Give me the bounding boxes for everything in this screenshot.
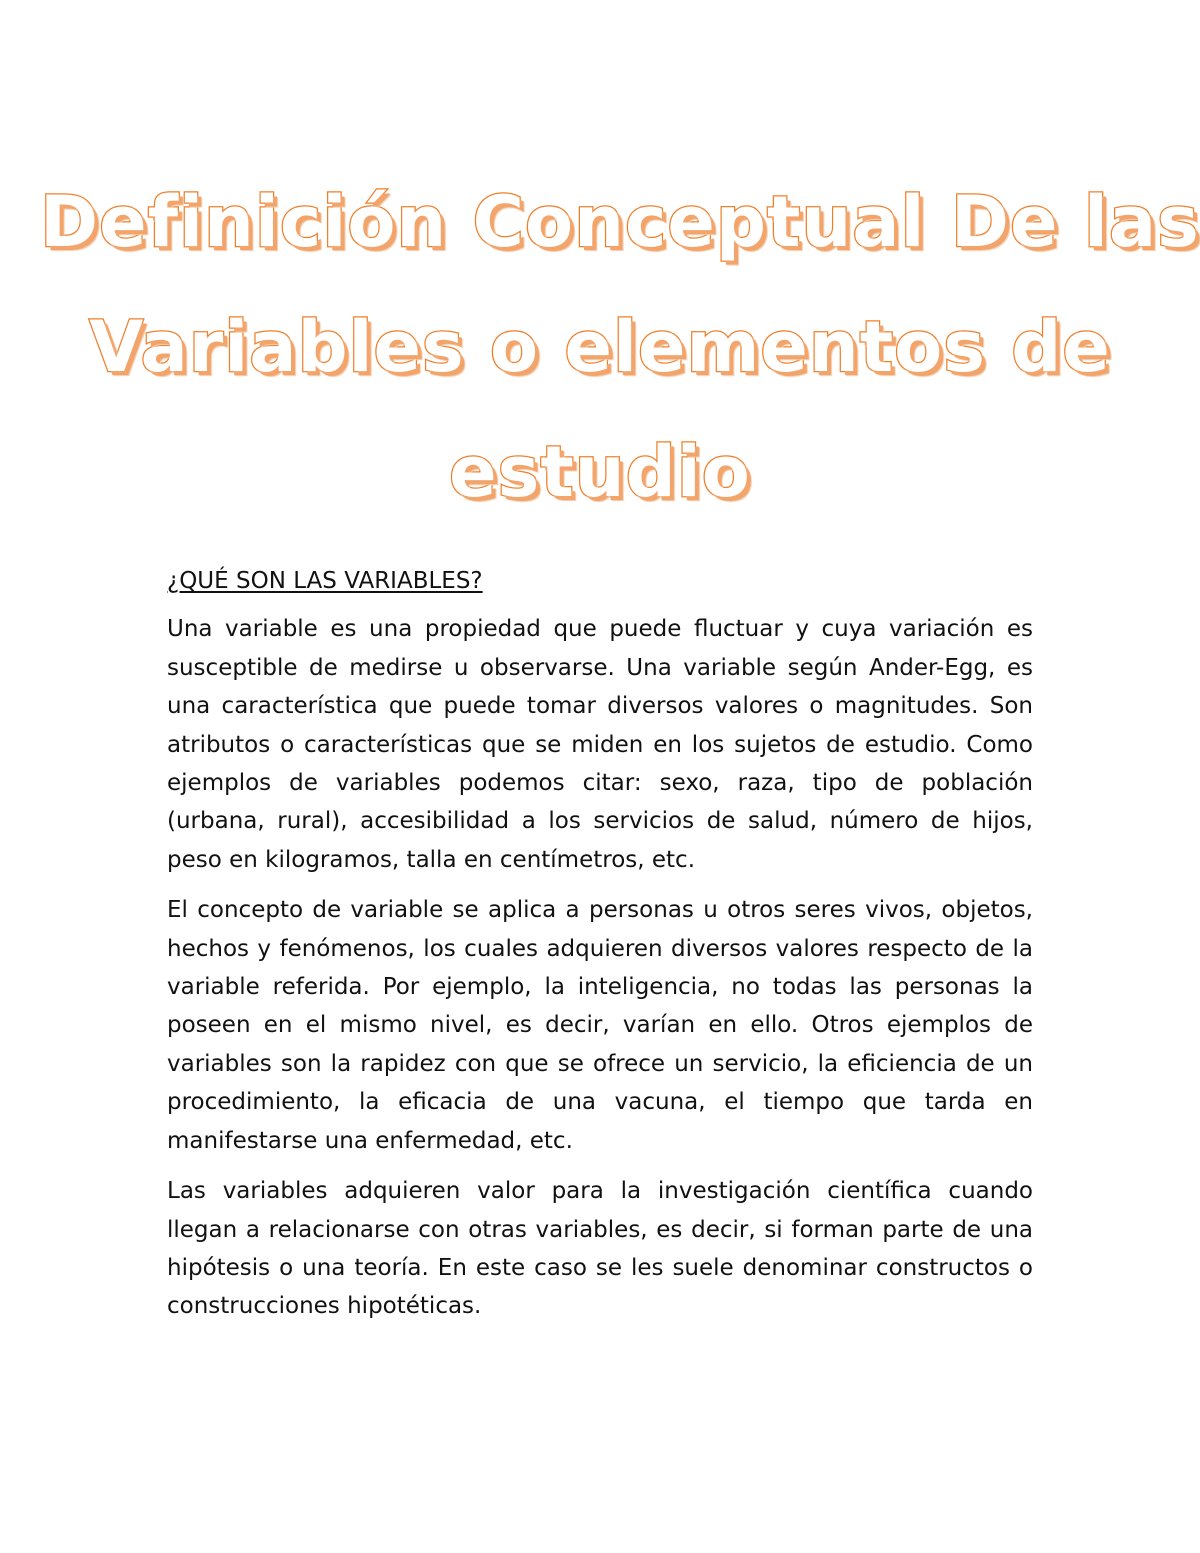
section-heading: ¿QUÉ SON LAS VARIABLES? (167, 568, 483, 594)
paragraph-definition: Una variable es una propiedad que puede fluctuar y cuya variación es susceptible de medirse u observarse. Una variable según Ander-Egg, es una característica que puede tomar diversos valores o magnitudes. Son atributos o características que se miden en los sujetos de estudio. Como ejemplos de variables podemos citar: sexo, raza, tipo de población (urbana, rural), accesibilidad a los servicios de salud, número de hijos, peso en kilogramos, talla en centímetros, etc. (167, 616, 1033, 873)
document-title (40, 160, 1200, 535)
title-line: Variables o elementos de (89, 306, 1111, 388)
title-line: estudio (449, 431, 751, 513)
paragraph-concept: El concepto de variable se aplica a personas u otros seres vivos, objetos, hechos y fenómenos, los cuales adquieren diversos valores respecto de la variable referida. Por ejemplo, la inteligencia, no todas las personas la poseen en el mismo nivel, es decir, varían en ello. Otros ejemplos de variables son la rapidez con que se ofrece un servicio, la eficiencia de un procedimiento, la eficacia de una vacuna, el tiempo que tarda en manifestarse una enfermedad, etc. (167, 897, 1033, 1154)
title-line: Definición Conceptual De las (40, 181, 1200, 263)
paragraph-value: Las variables adquieren valor para la investigación científica cuando llegan a relacionarse con otras variables, es decir, si forman parte de una hipótesis o una teoría. En este caso se les suele denominar constructos o construcciones hipotéticas. (167, 1178, 1033, 1320)
document-body (167, 562, 1033, 1338)
